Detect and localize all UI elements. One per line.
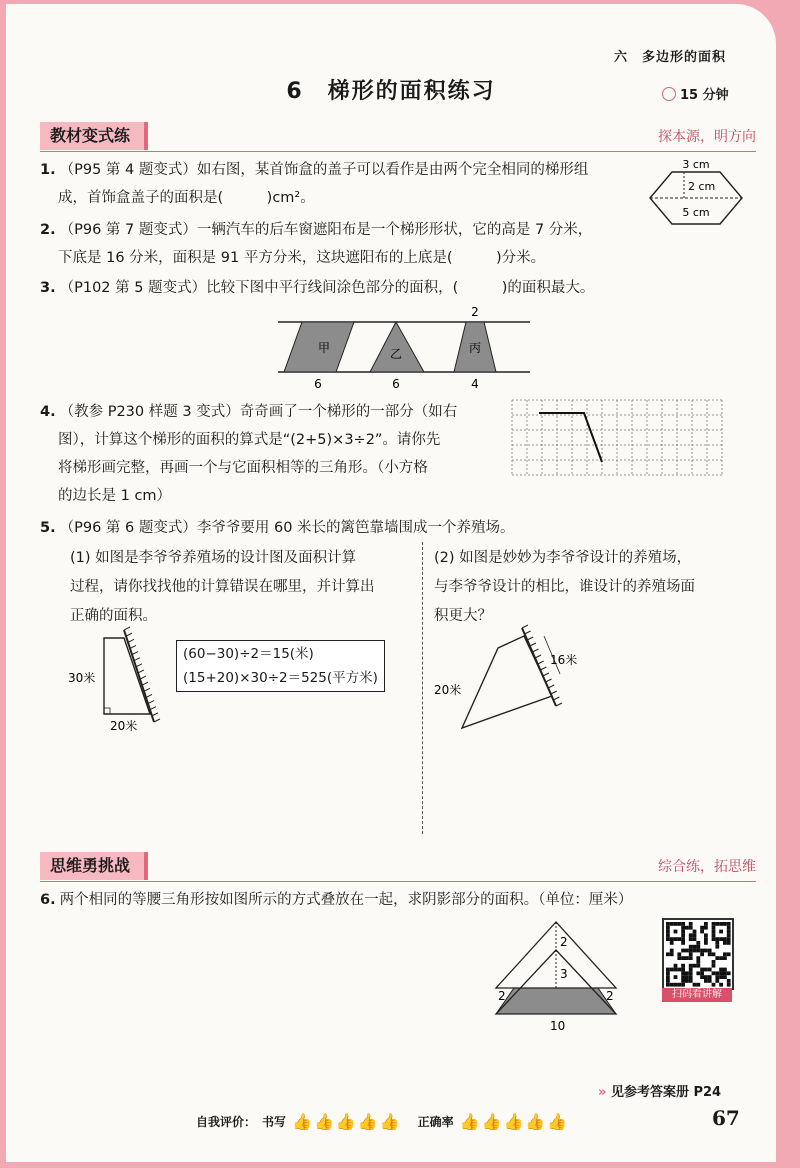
- bottom-label: 20米: [110, 719, 138, 733]
- hatch-mark: [546, 679, 552, 682]
- qr-module: [715, 956, 719, 960]
- qr-module: [723, 971, 727, 975]
- qr-module: [689, 933, 693, 937]
- question-number: 6.: [40, 892, 56, 908]
- qr-module: [696, 971, 700, 975]
- qr-module: [723, 968, 727, 972]
- qr-module: [674, 937, 678, 941]
- qr-module: [719, 922, 723, 926]
- part-text: (1) 如图是李爷爷养殖场的设计图及面积计算: [70, 550, 357, 566]
- qr-module: [677, 937, 681, 941]
- qr-module: [700, 975, 704, 979]
- dotted-grid: [512, 400, 722, 475]
- question-1: [40, 156, 640, 212]
- qr-module: [693, 964, 697, 968]
- label-jia: 甲: [317, 341, 331, 355]
- question-text: 两个相同的等腰三角形按如图所示的方式叠放在一起，求阴影部分的面积。（单位：厘米）: [59, 892, 633, 908]
- qr-module: [719, 956, 723, 960]
- qr-module: [685, 979, 689, 983]
- qr-module: [689, 945, 693, 949]
- side-label: 30米: [68, 671, 96, 685]
- qr-module: [693, 937, 697, 941]
- qr-module: [723, 937, 727, 941]
- question-number: 1.: [40, 162, 56, 178]
- qr-module: [689, 956, 693, 960]
- question-text: （P96 第 6 题变式）李爷爷要用 60 米长的篱笆靠墙围成一个养殖场。: [59, 520, 515, 536]
- qr-module: [708, 949, 712, 953]
- hatch-mark: [556, 703, 562, 706]
- qr-module: [696, 945, 700, 949]
- label-right: 2: [606, 989, 614, 1003]
- qr-module: [712, 964, 716, 968]
- qr-module: [689, 949, 693, 953]
- bottom-label: 5 cm: [682, 206, 710, 219]
- qr-module: [704, 933, 708, 937]
- hatch-mark: [548, 685, 554, 688]
- bottom-value-jia: 6: [314, 377, 322, 391]
- timer: [662, 84, 729, 103]
- hatch-mark: [144, 688, 150, 691]
- qr-module: [689, 926, 693, 930]
- qr-module: [719, 975, 723, 979]
- quadrilateral-pen: [462, 636, 552, 728]
- height-label: 2 cm: [688, 180, 716, 193]
- section-divider: [40, 151, 756, 152]
- qr-module: [666, 952, 670, 956]
- self-evaluation: [196, 1112, 569, 1131]
- qr-module: [666, 922, 670, 926]
- timer-label: 15 分钟: [680, 88, 729, 103]
- qr-module: [727, 979, 731, 983]
- qr-module: [666, 975, 670, 979]
- answer-reference-text: 见参考答案册 P24: [610, 1085, 722, 1100]
- qr-module: [674, 930, 678, 934]
- question-5: [40, 514, 740, 542]
- question-text: 图），计算这个梯形的面积的算式是“(2+5)×3÷2”。请你先: [58, 432, 441, 448]
- hatch-mark: [130, 645, 136, 648]
- qr-module: [700, 949, 704, 953]
- qr-module: [715, 945, 719, 949]
- section-subtitle: 探本源，明方向: [658, 129, 756, 145]
- top-value: 2: [471, 305, 479, 319]
- triangles-figure: [490, 916, 630, 1036]
- qr-module: [689, 975, 693, 979]
- qr-module: [666, 933, 670, 937]
- hatch-mark: [126, 633, 132, 636]
- section-tag: 思维勇挑战: [40, 852, 148, 880]
- qr-module: [715, 922, 719, 926]
- question-number: 2.: [40, 222, 56, 238]
- qr-module: [696, 949, 700, 953]
- qr-module: [674, 983, 678, 987]
- qr-module: [712, 933, 716, 937]
- hatch-mark: [132, 652, 138, 655]
- qr-module: [689, 922, 693, 926]
- qr-module: [727, 922, 731, 926]
- hatch-mark: [124, 627, 130, 630]
- question-text: （P95 第 4 题变式）如右图，某首饰盒的盖子可以看作是由两个完全相同的梯形组: [59, 162, 589, 178]
- side-label: 20米: [434, 683, 462, 697]
- qr-module: [685, 949, 689, 953]
- qr-module: [700, 968, 704, 972]
- qr-module: [719, 968, 723, 972]
- qr-module: [681, 956, 685, 960]
- accuracy-thumbs-icon[interactable]: 👍👍👍👍👍: [459, 1112, 570, 1131]
- qr-module: [681, 922, 685, 926]
- wall-hatching: [124, 627, 160, 722]
- hatch-mark: [142, 682, 148, 685]
- qr-module: [712, 922, 716, 926]
- qr-module: [689, 968, 693, 972]
- qr-label: 扫码看讲解: [662, 988, 732, 1002]
- qr-module: [681, 964, 685, 968]
- qr-module: [677, 922, 681, 926]
- qr-module: [700, 930, 704, 934]
- qr-module: [666, 968, 670, 972]
- question-3: [40, 274, 740, 302]
- qr-module: [689, 937, 693, 941]
- hatch-mark: [553, 697, 559, 700]
- qr-module: [727, 937, 731, 941]
- qr-module: [666, 971, 670, 975]
- qr-module: [670, 983, 674, 987]
- qr-module: [723, 952, 727, 956]
- qr-module: [727, 941, 731, 945]
- question-5-part-2: [434, 544, 764, 631]
- qr-module: [685, 971, 689, 975]
- hatch-mark: [522, 625, 528, 628]
- hatch-mark: [136, 664, 142, 667]
- hatch-mark: [538, 661, 544, 664]
- qr-module: [685, 956, 689, 960]
- section-tag: 教材变式练: [40, 122, 148, 150]
- question-text: （P96 第 7 题变式）一辆汽车的后车窗遮阳布是一个梯形形状，它的高是 7 分米，: [59, 222, 593, 238]
- qr-module: [696, 941, 700, 945]
- qr-module: [704, 949, 708, 953]
- qr-module: [712, 952, 716, 956]
- calculation-steps: [176, 640, 385, 692]
- qr-module: [689, 964, 693, 968]
- qr-module: [712, 930, 716, 934]
- qr-module: [681, 949, 685, 953]
- bottom-value-bing: 4: [471, 377, 479, 391]
- label-a: 2: [560, 935, 568, 949]
- question-4: [40, 398, 510, 510]
- qr-module: [681, 979, 685, 983]
- parallel-lines-figure: [274, 302, 534, 394]
- qr-module: [712, 983, 716, 987]
- writing-label: 书写: [262, 1115, 287, 1129]
- section-subtitle: 综合练，拓思维: [658, 859, 756, 875]
- qr-module: [704, 968, 708, 972]
- qr-code-icon: [664, 920, 732, 988]
- qr-module: [670, 937, 674, 941]
- hatch-mark: [527, 637, 533, 640]
- miaomiao-design-figure: [430, 624, 590, 734]
- section-header-textbook: [40, 122, 756, 152]
- qr-module: [715, 975, 719, 979]
- calculation-box: [176, 640, 385, 692]
- qr-module: [674, 964, 678, 968]
- qr-module: [727, 933, 731, 937]
- question-text: 下底是 16 分米，面积是 91 平方分米，这块遮阳布的上底是( )分米。: [58, 250, 546, 266]
- question-text: （P102 第 5 题变式）比较下图中平行线间涂色部分的面积，( )的面积最大。: [59, 280, 595, 296]
- qr-module: [712, 926, 716, 930]
- qr-module: [715, 971, 719, 975]
- qr-module: [708, 979, 712, 983]
- hatch-mark: [134, 658, 140, 661]
- qr-module: [689, 952, 693, 956]
- qr-module: [719, 983, 723, 987]
- page-title: 6 梯形的面积练习: [286, 79, 496, 104]
- qr-module: [704, 922, 708, 926]
- hatch-mark: [150, 707, 156, 710]
- page-number: 67: [712, 1106, 740, 1130]
- qr-module: [685, 975, 689, 979]
- qr-module: [727, 983, 731, 987]
- partial-trapezoid: [539, 413, 602, 462]
- qr-module: [723, 922, 727, 926]
- qr-module: [715, 979, 719, 983]
- qr-module: [723, 941, 727, 945]
- answer-reference: [598, 1081, 721, 1100]
- qr-module: [681, 941, 685, 945]
- part-text: 与李爷爷设计的相比，谁设计的养殖场面: [434, 579, 695, 595]
- qr-module: [681, 930, 685, 934]
- qr-module: [727, 930, 731, 934]
- qr-module: [666, 937, 670, 941]
- qr-module: [666, 930, 670, 934]
- wall-line: [124, 630, 154, 722]
- qr-module: [723, 975, 727, 979]
- qr-module: [727, 926, 731, 930]
- top-label: 3 cm: [682, 158, 710, 171]
- qr-module: [666, 979, 670, 983]
- qr-module: [666, 983, 670, 987]
- section-header-challenge: [40, 852, 756, 882]
- calc-line-2: (15+20)×30÷2＝525(平方米): [183, 670, 378, 686]
- question-number: 3.: [40, 280, 56, 296]
- part-text: 积更大？: [434, 608, 492, 624]
- qr-module: [681, 975, 685, 979]
- qr-module: [681, 926, 685, 930]
- qr-module: [727, 971, 731, 975]
- hatch-mark: [551, 691, 557, 694]
- qr-module: [715, 937, 719, 941]
- eval-label: 自我评价：: [196, 1115, 257, 1129]
- qr-module: [708, 968, 712, 972]
- clock-icon: [662, 87, 676, 101]
- qr-module: [712, 971, 716, 975]
- label-b: 3: [560, 967, 568, 981]
- hatch-mark: [530, 643, 536, 646]
- trapezoid-pen: [104, 638, 150, 714]
- qr-module: [681, 968, 685, 972]
- question-2: [40, 216, 660, 272]
- qr-module: [670, 949, 674, 953]
- hatch-mark: [146, 694, 152, 697]
- qr-module: [689, 971, 693, 975]
- qr-module: [693, 949, 697, 953]
- hatch-mark: [535, 655, 541, 658]
- qr-module: [704, 941, 708, 945]
- qr-module: [681, 937, 685, 941]
- bottom-value-yi: 6: [392, 377, 400, 391]
- qr-module: [670, 952, 674, 956]
- qr-module: [696, 983, 700, 987]
- part-text: (2) 如图是妙妙为李爷爷设计的养殖场，: [434, 550, 692, 566]
- part-text: 过程，请你找找他的计算错误在哪里，并计算出: [70, 579, 375, 595]
- writing-thumbs-icon[interactable]: 👍👍👍👍👍: [292, 1112, 402, 1131]
- question-text: 的边长是 1 cm）: [58, 488, 172, 504]
- qr-module: [677, 983, 681, 987]
- question-text: 将梯形画完整，再画一个与它面积相等的三角形。（小方格: [58, 460, 428, 476]
- hatch-mark: [128, 639, 134, 642]
- label-yi: 乙: [389, 347, 403, 361]
- calc-line-1: (60−30)÷2＝15(米): [183, 646, 314, 662]
- qr-module: [693, 983, 697, 987]
- question-number: 5.: [40, 520, 56, 536]
- qr-module: [693, 930, 697, 934]
- qr-module: [696, 960, 700, 964]
- qr-module: [700, 926, 704, 930]
- qr-module: [666, 926, 670, 930]
- qr-module: [704, 979, 708, 983]
- hatch-mark: [140, 676, 146, 679]
- dashed-divider: [422, 542, 423, 834]
- question-text: （教参 P230 样题 3 变式）奇奇画了一个梯形的一部分（如右: [59, 404, 458, 420]
- qr-module: [704, 937, 708, 941]
- qr-module: [708, 952, 712, 956]
- label-bing: 丙: [468, 341, 482, 355]
- qr-module: [715, 941, 719, 945]
- qr-module: [727, 952, 731, 956]
- qr-module: [704, 975, 708, 979]
- wall-label: 16米: [550, 653, 578, 667]
- hatch-mark: [154, 719, 160, 722]
- qr-module: [670, 922, 674, 926]
- shaded-trapezoid: [496, 988, 616, 1014]
- qr-module: [700, 952, 704, 956]
- qr-module: [712, 937, 716, 941]
- worksheet-page: [6, 4, 776, 1162]
- question-5-part-1: [70, 544, 420, 631]
- qr-module: [681, 933, 685, 937]
- double-chevron-icon: »: [598, 1085, 607, 1100]
- question-6: [40, 886, 750, 914]
- hatch-mark: [152, 713, 158, 716]
- qr-module: [670, 941, 674, 945]
- qr-module: [670, 968, 674, 972]
- hatch-mark: [540, 667, 546, 670]
- question-text: 成，首饰盒盖子的面积是( )cm²。: [58, 190, 315, 206]
- label-base: 10: [550, 1019, 566, 1033]
- qr-module: [708, 975, 712, 979]
- qr-module: [677, 952, 681, 956]
- qr-module: [693, 933, 697, 937]
- qr-module: [674, 975, 678, 979]
- qr-module: [681, 983, 685, 987]
- qr-module: [719, 971, 723, 975]
- qr-module: [704, 926, 708, 930]
- qr-module: [693, 945, 697, 949]
- qr-module: [674, 922, 678, 926]
- right-angle-mark: [104, 708, 110, 714]
- qr-module: [685, 926, 689, 930]
- grandpa-design-figure: [66, 624, 176, 734]
- accuracy-label: 正确率: [417, 1115, 454, 1129]
- label-left: 2: [498, 989, 506, 1003]
- hatch-mark: [543, 673, 549, 676]
- section-divider: [40, 881, 756, 882]
- qr-module: [723, 956, 727, 960]
- qr-module: [696, 956, 700, 960]
- qr-module: [719, 937, 723, 941]
- qr-module: [674, 968, 678, 972]
- hatch-mark: [525, 631, 531, 634]
- qr-module: [689, 979, 693, 983]
- hatch-mark: [148, 701, 154, 704]
- qr-code[interactable]: [662, 918, 734, 990]
- question-number: 4.: [40, 404, 56, 420]
- qr-module: [681, 971, 685, 975]
- chapter-label: 六 多边形的面积: [614, 50, 727, 65]
- qr-module: [712, 960, 716, 964]
- qr-module: [677, 956, 681, 960]
- qr-module: [677, 968, 681, 972]
- grid-figure: [506, 398, 736, 478]
- part-text: 正确的面积。: [70, 608, 157, 624]
- qr-module: [700, 971, 704, 975]
- qr-module: [696, 964, 700, 968]
- qr-module: [719, 930, 723, 934]
- hatch-mark: [532, 649, 538, 652]
- hatch-mark: [138, 670, 144, 673]
